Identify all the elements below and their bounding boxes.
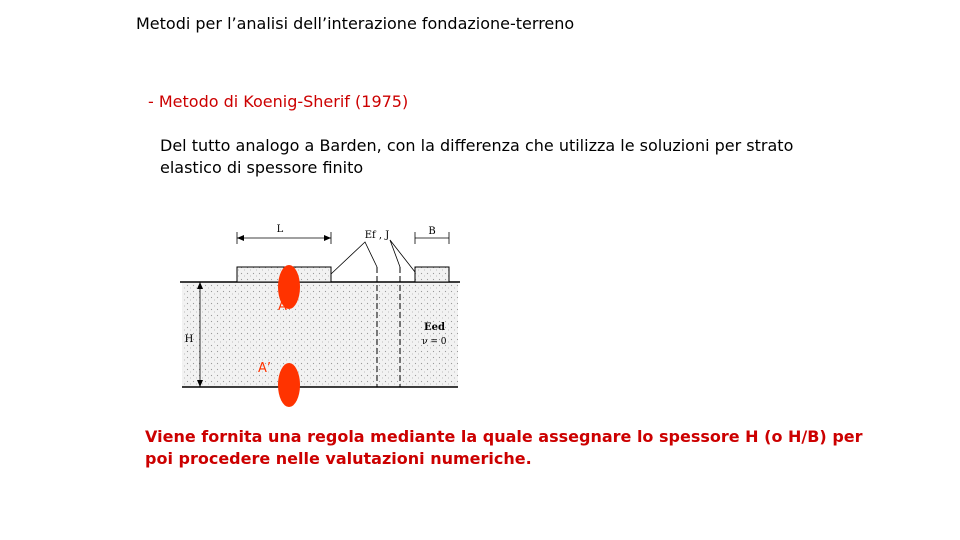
conclusion-note: Viene fornita una regola mediante la quale assegnare lo spessore H (o H/B) per poi procedere nelle valutazioni numeriche. [145, 427, 863, 468]
leader-line [331, 242, 377, 274]
marker-A2-ellipse [278, 363, 300, 407]
slide-title: Metodi per l’analisi dell’interazione fondazione-terreno [136, 14, 575, 33]
label-B: B [428, 226, 436, 237]
foundation-strip-right [415, 267, 449, 282]
method-description: Del tutto analogo a Barden, con la differenza che utilizza le soluzioni per strato elastico di spessore finito [160, 136, 794, 177]
label-L: L [276, 224, 284, 235]
marker-A-label: A [278, 299, 287, 314]
label-H: H [184, 334, 194, 345]
label-nu: ν = 0 [422, 337, 447, 347]
foundation-diagram [180, 212, 470, 412]
marker-A2-label: A’ [258, 361, 272, 376]
leader-line [390, 240, 415, 272]
label-ef-j: Ef , J [364, 230, 390, 241]
label-eed: Eed [424, 322, 445, 333]
method-heading: - Metodo di Koenig-Sherif (1975) [148, 92, 409, 111]
soil-layer [182, 282, 458, 387]
foundation-diagram-svg [180, 212, 470, 412]
